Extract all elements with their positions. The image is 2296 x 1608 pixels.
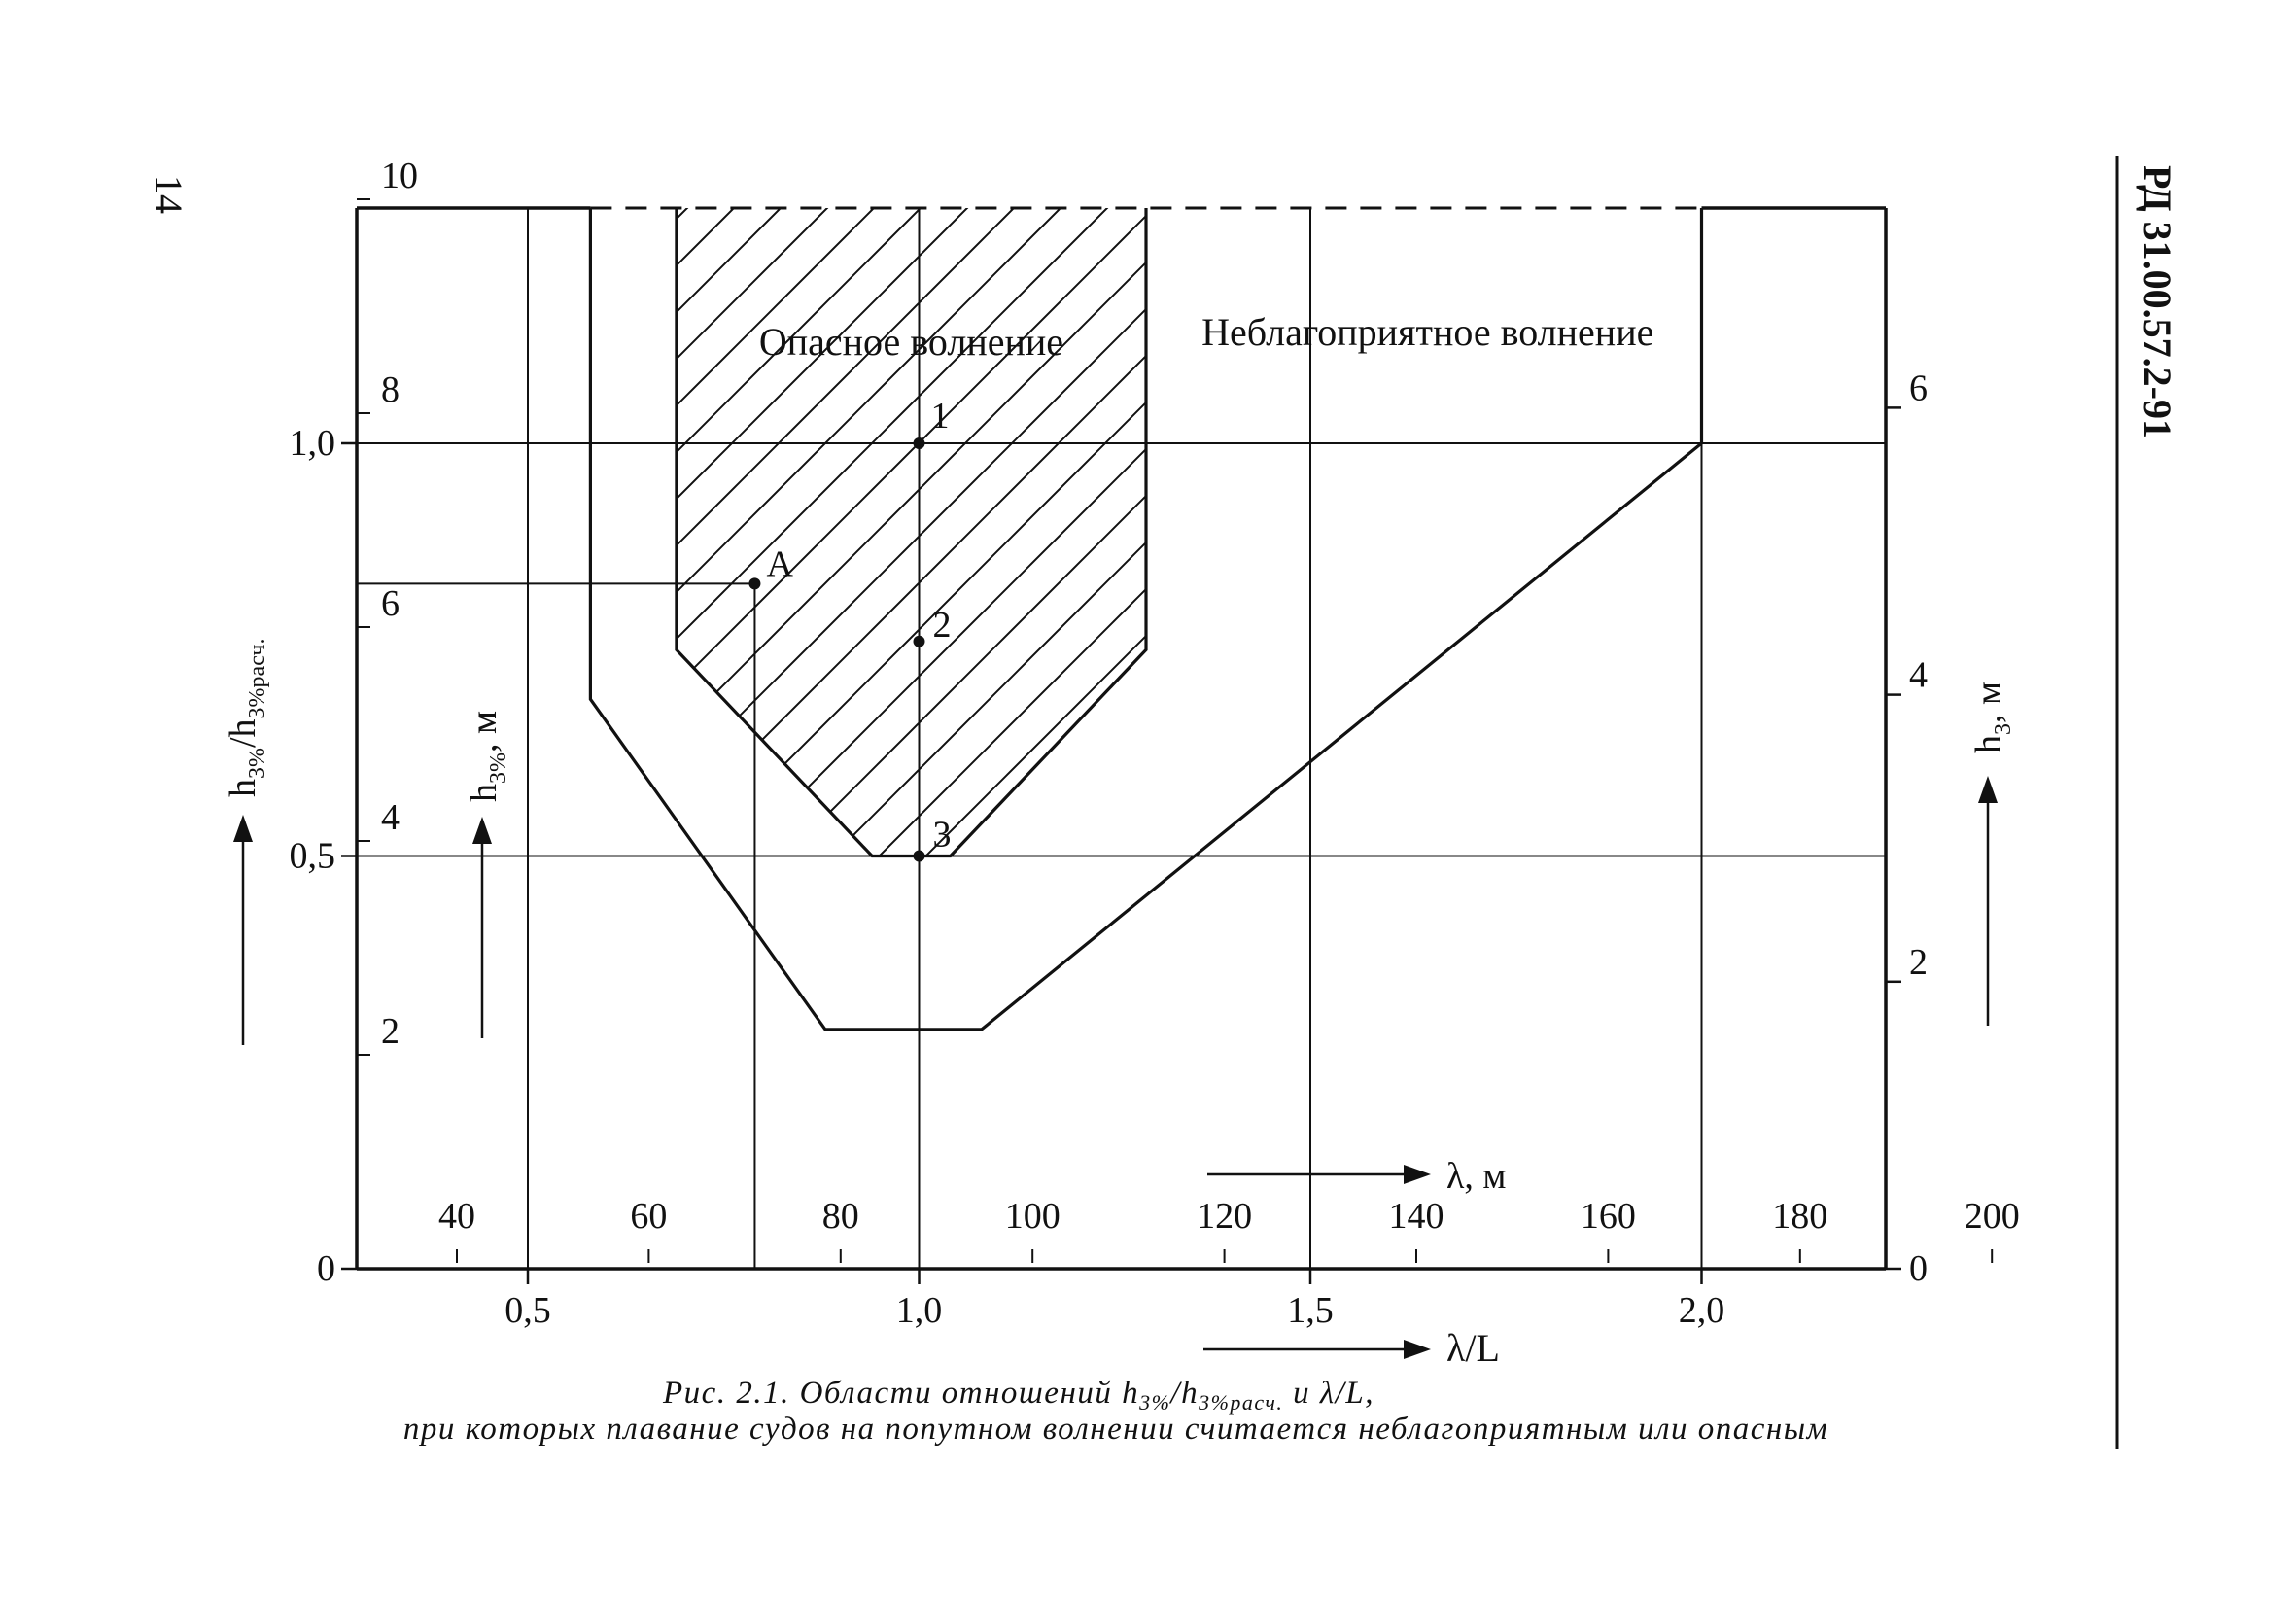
x-tick-label: 1,0 [895, 1290, 943, 1331]
figure-caption-line1: Рис. 2.1. Области отношений $h_{3\%}/h_{3\%расч.}$ и λ/L, [663, 1376, 1374, 1415]
x-tick-label: 0,5 [504, 1290, 551, 1331]
danger-region-boundary [677, 208, 1146, 856]
hatch-line [0, 199, 136, 1269]
hatch-line [930, 199, 2002, 1269]
y-tick-label: 1,0 [289, 423, 335, 464]
figure-caption-line2: при которых плавание судов на попутном волнении считается неблагоприятным или опасным [402, 1412, 1829, 1447]
data-point-3 [914, 851, 925, 862]
hatch-line [2100, 199, 2296, 1269]
y2-tick-label: 8 [381, 369, 400, 410]
x-tick-label: 2,0 [1678, 1290, 1725, 1331]
hatch-line [0, 199, 836, 1269]
y2-tick-label: 2 [381, 1011, 400, 1052]
x2-tick-label: 60 [630, 1196, 668, 1237]
hatch-line [0, 199, 603, 1269]
x2-tick-label: 100 [1004, 1196, 1061, 1237]
x2-axis-arrow-head [1404, 1165, 1431, 1184]
x2-tick-label: 160 [1580, 1196, 1636, 1237]
y-tick-label: 0,5 [289, 835, 335, 877]
hatch-line [1213, 199, 2282, 1269]
y-axis-arrow-head [233, 815, 253, 842]
y2-tick-label: 10 [381, 156, 418, 196]
hatch-line [1680, 199, 2296, 1269]
x2-tick-label: 200 [1964, 1196, 2020, 1237]
y3-axis-label: $h_3$, м [1968, 681, 2016, 753]
hatch-line [0, 199, 789, 1269]
y3-tick-label: 6 [1909, 367, 1928, 409]
y2-tick-label: 6 [381, 583, 400, 624]
data-point-2 [914, 636, 925, 647]
y2-axis-arrow-head [472, 817, 492, 844]
hatch-line [0, 199, 229, 1269]
data-point-label-2: 2 [932, 604, 952, 646]
unfavourable-region-label: Неблагоприятное волнение [1201, 310, 1654, 354]
x-axis-arrow-head [1404, 1340, 1431, 1359]
x-tick-label: 1,5 [1287, 1290, 1334, 1331]
y-axis-label: $h_{3\%}/h_{3\%расч.}$ [223, 638, 270, 797]
grid-lines [357, 208, 1886, 1269]
axis-labels [223, 639, 2016, 1370]
hatch-line [1773, 199, 2296, 1269]
hatch-line [2240, 199, 2296, 1269]
danger-region-hatch [0, 199, 2296, 1269]
hatch-line [1913, 199, 2296, 1269]
y3-tick-label: 2 [1909, 941, 1928, 983]
hatch-line [1120, 199, 2189, 1269]
data-point-label-a: A [766, 543, 793, 585]
data-point-1 [914, 437, 925, 449]
hatch-line [0, 199, 416, 1269]
x2-axis-label: λ, м [1446, 1156, 1507, 1197]
hatch-line [1586, 199, 2296, 1269]
hatch-line [0, 199, 369, 1269]
x-axis-label: λ/L [1446, 1326, 1500, 1370]
hatch-line [0, 199, 89, 1269]
y3-tick-label: 4 [1909, 654, 1928, 696]
hatch-line [0, 199, 883, 1269]
hatch-line [0, 199, 743, 1269]
hatch-line [0, 199, 649, 1269]
x2-tick-label: 40 [438, 1196, 475, 1237]
y2-tick-label: 4 [381, 797, 400, 838]
hatch-line [0, 199, 183, 1269]
hatch-line [1820, 199, 2296, 1269]
x2-tick-label: 80 [821, 1196, 859, 1237]
hatch-line [2286, 199, 2296, 1269]
x2-tick-label: 140 [1388, 1196, 1444, 1237]
y3-axis-arrow-head [1978, 776, 1998, 803]
danger-region-label: Опасное волнение [758, 320, 1064, 364]
data-point-a [748, 577, 760, 589]
hatch-line [1073, 199, 2142, 1269]
x2-tick-label: 180 [1772, 1196, 1828, 1237]
axis-ticks [290, 156, 2020, 1331]
data-point-label-1: 1 [930, 396, 950, 437]
page-number: 14 [147, 175, 191, 214]
axis-arrows [233, 776, 1998, 1359]
y2-axis-label: $h_{3\%}$, м [464, 710, 511, 802]
hatch-line [1540, 199, 2296, 1269]
hatch-line [980, 199, 2049, 1269]
y-tick-label: 0 [317, 1248, 335, 1289]
y3-tick-label: 0 [1909, 1248, 1928, 1289]
hatch-line [0, 199, 323, 1269]
hatch-line [2193, 199, 2296, 1269]
hatch-line [1633, 199, 2296, 1269]
hatch-line [1026, 199, 2096, 1269]
x2-tick-label: 120 [1197, 1196, 1253, 1237]
hatch-line [0, 199, 43, 1269]
data-point-label-3: 3 [932, 814, 952, 856]
hatch-line [1866, 199, 2296, 1269]
plot-frame [357, 208, 1886, 1269]
document-code: РД 31.00.57.2-91 [2136, 165, 2179, 438]
